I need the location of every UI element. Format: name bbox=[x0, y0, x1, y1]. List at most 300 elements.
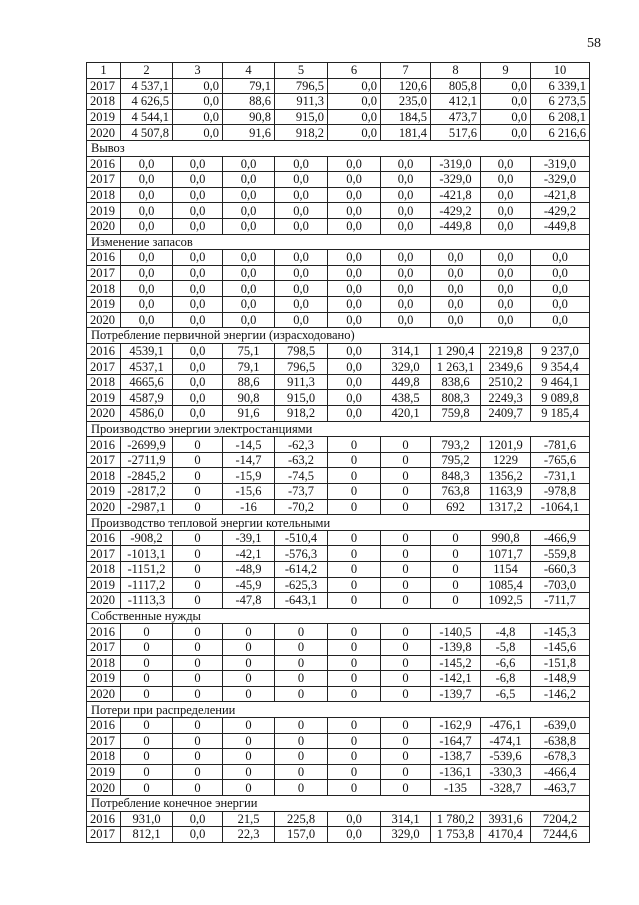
value-cell: 0,0 bbox=[275, 281, 328, 297]
value-cell: 0 bbox=[328, 530, 381, 546]
value-cell: 0,0 bbox=[431, 296, 481, 312]
value-cell: 0,0 bbox=[481, 172, 531, 188]
value-cell: 0,0 bbox=[173, 265, 223, 281]
year-cell: 2019 bbox=[87, 296, 121, 312]
table-row bbox=[87, 562, 590, 578]
value-cell: 0,0 bbox=[223, 218, 275, 234]
value-cell: 0,0 bbox=[381, 187, 431, 203]
year-cell: 2016 bbox=[87, 437, 121, 453]
value-cell: 0,0 bbox=[173, 281, 223, 297]
value-cell: 6 208,1 bbox=[531, 109, 590, 125]
value-cell: 0 bbox=[381, 452, 431, 468]
value-cell: 0 bbox=[328, 764, 381, 780]
year-cell: 2017 bbox=[87, 452, 121, 468]
value-cell: 225,8 bbox=[275, 811, 328, 827]
section-row bbox=[87, 234, 590, 250]
value-cell: 1201,9 bbox=[481, 437, 531, 453]
value-cell: 0,0 bbox=[173, 374, 223, 390]
value-cell: 0,0 bbox=[121, 250, 173, 266]
section-title: Собственные нужды bbox=[87, 608, 590, 624]
value-cell: 0,0 bbox=[531, 312, 590, 328]
value-cell: 0 bbox=[275, 717, 328, 733]
value-cell: 0,0 bbox=[381, 156, 431, 172]
section-title: Потребление первичной энергии (израсходовано) bbox=[87, 328, 590, 344]
value-cell: 0,0 bbox=[328, 78, 381, 94]
value-cell: 915,0 bbox=[275, 109, 328, 125]
value-cell: 0,0 bbox=[275, 265, 328, 281]
value-cell: 0 bbox=[223, 655, 275, 671]
value-cell: -136,1 bbox=[431, 764, 481, 780]
value-cell: -16 bbox=[223, 499, 275, 515]
value-cell: 990,8 bbox=[481, 530, 531, 546]
value-cell: 0,0 bbox=[223, 172, 275, 188]
value-cell: 449,8 bbox=[381, 374, 431, 390]
value-cell: 9 089,8 bbox=[531, 390, 590, 406]
value-cell: 838,6 bbox=[431, 374, 481, 390]
year-cell: 2017 bbox=[87, 546, 121, 562]
value-cell: -15,9 bbox=[223, 468, 275, 484]
value-cell: -139,7 bbox=[431, 686, 481, 702]
value-cell: 0 bbox=[173, 546, 223, 562]
table-row bbox=[87, 343, 590, 359]
value-cell: 0 bbox=[173, 733, 223, 749]
value-cell: -703,0 bbox=[531, 577, 590, 593]
value-cell: 0 bbox=[328, 780, 381, 796]
value-cell: 3931,6 bbox=[481, 811, 531, 827]
year-cell: 2019 bbox=[87, 671, 121, 687]
value-cell: 21,5 bbox=[223, 811, 275, 827]
value-cell: -474,1 bbox=[481, 733, 531, 749]
year-cell: 2016 bbox=[87, 717, 121, 733]
value-cell: 0 bbox=[121, 733, 173, 749]
value-cell: 0,0 bbox=[223, 265, 275, 281]
value-cell: 1071,7 bbox=[481, 546, 531, 562]
value-cell: 0 bbox=[381, 639, 431, 655]
value-cell: 0 bbox=[223, 624, 275, 640]
value-cell: 0 bbox=[173, 780, 223, 796]
header-cell: 8 bbox=[431, 63, 481, 79]
year-cell: 2019 bbox=[87, 577, 121, 593]
value-cell: 0,0 bbox=[381, 296, 431, 312]
value-cell: 6 273,5 bbox=[531, 94, 590, 110]
header-cell: 1 bbox=[87, 63, 121, 79]
value-cell: 0 bbox=[223, 749, 275, 765]
value-cell: -643,1 bbox=[275, 593, 328, 609]
value-cell: 0 bbox=[173, 686, 223, 702]
section-title: Изменение запасов bbox=[87, 234, 590, 250]
year-cell: 2018 bbox=[87, 655, 121, 671]
value-cell: 0 bbox=[328, 733, 381, 749]
value-cell: 0,0 bbox=[481, 203, 531, 219]
value-cell: 0 bbox=[431, 593, 481, 609]
value-cell: 420,1 bbox=[381, 406, 431, 422]
value-cell: 0,0 bbox=[381, 281, 431, 297]
value-cell: -145,3 bbox=[531, 624, 590, 640]
value-cell: 0,0 bbox=[173, 406, 223, 422]
value-cell: 0,0 bbox=[328, 296, 381, 312]
year-cell: 2019 bbox=[87, 203, 121, 219]
value-cell: 0,0 bbox=[481, 250, 531, 266]
value-cell: 0 bbox=[275, 686, 328, 702]
value-cell: -449,8 bbox=[531, 218, 590, 234]
value-cell: -476,1 bbox=[481, 717, 531, 733]
value-cell: 4665,6 bbox=[121, 374, 173, 390]
value-cell: -73,7 bbox=[275, 484, 328, 500]
value-cell: 0,0 bbox=[275, 172, 328, 188]
energy-balance-table-wrapper bbox=[86, 62, 589, 843]
table-row bbox=[87, 218, 590, 234]
value-cell: 0 bbox=[223, 780, 275, 796]
value-cell: 0 bbox=[328, 562, 381, 578]
year-cell: 2020 bbox=[87, 218, 121, 234]
value-cell: 0 bbox=[431, 577, 481, 593]
value-cell: -2845,2 bbox=[121, 468, 173, 484]
value-cell: 0,0 bbox=[328, 374, 381, 390]
value-cell: 0 bbox=[381, 546, 431, 562]
value-cell: 918,2 bbox=[275, 406, 328, 422]
value-cell: 0 bbox=[173, 452, 223, 468]
value-cell: 0,0 bbox=[431, 265, 481, 281]
value-cell: 0,0 bbox=[173, 250, 223, 266]
value-cell: 0 bbox=[223, 717, 275, 733]
value-cell: 0 bbox=[431, 546, 481, 562]
page-number: 58 bbox=[587, 36, 601, 51]
value-cell: 0 bbox=[328, 655, 381, 671]
value-cell: 0 bbox=[381, 733, 431, 749]
section-title: Потери при распределении bbox=[87, 702, 590, 718]
value-cell: 0 bbox=[173, 437, 223, 453]
table-row bbox=[87, 639, 590, 655]
table-row bbox=[87, 468, 590, 484]
value-cell: -319,0 bbox=[531, 156, 590, 172]
table-row bbox=[87, 624, 590, 640]
value-cell: 0 bbox=[173, 764, 223, 780]
value-cell: 1154 bbox=[481, 562, 531, 578]
value-cell: 0,0 bbox=[481, 78, 531, 94]
value-cell: 0 bbox=[381, 577, 431, 593]
table-row bbox=[87, 296, 590, 312]
value-cell: 0,0 bbox=[173, 811, 223, 827]
table-row bbox=[87, 187, 590, 203]
value-cell: -576,3 bbox=[275, 546, 328, 562]
year-cell: 2018 bbox=[87, 562, 121, 578]
year-cell: 2020 bbox=[87, 593, 121, 609]
value-cell: 1229 bbox=[481, 452, 531, 468]
value-cell: -660,3 bbox=[531, 562, 590, 578]
value-cell: -6,6 bbox=[481, 655, 531, 671]
value-cell: 0,0 bbox=[223, 296, 275, 312]
table-row bbox=[87, 406, 590, 422]
table-row bbox=[87, 499, 590, 515]
value-cell: 0 bbox=[173, 562, 223, 578]
value-cell: 0 bbox=[381, 562, 431, 578]
year-cell: 2016 bbox=[87, 530, 121, 546]
year-cell: 2017 bbox=[87, 733, 121, 749]
value-cell: -146,2 bbox=[531, 686, 590, 702]
value-cell: 7244,6 bbox=[531, 827, 590, 843]
value-cell: 0 bbox=[173, 655, 223, 671]
value-cell: -625,3 bbox=[275, 577, 328, 593]
value-cell: 0,0 bbox=[173, 156, 223, 172]
value-cell: 0,0 bbox=[121, 203, 173, 219]
value-cell: 0 bbox=[223, 764, 275, 780]
section-row bbox=[87, 608, 590, 624]
value-cell: -62,3 bbox=[275, 437, 328, 453]
header-cell: 4 bbox=[223, 63, 275, 79]
value-cell: 848,3 bbox=[431, 468, 481, 484]
value-cell: 0 bbox=[381, 624, 431, 640]
value-cell: 692 bbox=[431, 499, 481, 515]
value-cell: 91,6 bbox=[223, 125, 275, 141]
value-cell: 0 bbox=[121, 655, 173, 671]
table-row bbox=[87, 250, 590, 266]
value-cell: 0 bbox=[328, 437, 381, 453]
value-cell: -4,8 bbox=[481, 624, 531, 640]
value-cell: 0,0 bbox=[381, 203, 431, 219]
value-cell: 6 339,1 bbox=[531, 78, 590, 94]
header-cell: 6 bbox=[328, 63, 381, 79]
value-cell: 0,0 bbox=[121, 187, 173, 203]
value-cell: -638,8 bbox=[531, 733, 590, 749]
value-cell: 0,0 bbox=[275, 156, 328, 172]
value-cell: 0,0 bbox=[223, 156, 275, 172]
value-cell: 0,0 bbox=[328, 203, 381, 219]
value-cell: 4 507,8 bbox=[121, 125, 173, 141]
value-cell: 0,0 bbox=[328, 109, 381, 125]
value-cell: -142,1 bbox=[431, 671, 481, 687]
value-cell: 0 bbox=[275, 655, 328, 671]
value-cell: -449,8 bbox=[431, 218, 481, 234]
table-row bbox=[87, 437, 590, 453]
section-row bbox=[87, 421, 590, 437]
value-cell: -6,5 bbox=[481, 686, 531, 702]
value-cell: 0,0 bbox=[328, 343, 381, 359]
value-cell: -140,5 bbox=[431, 624, 481, 640]
value-cell: 0,0 bbox=[328, 218, 381, 234]
year-cell: 2016 bbox=[87, 624, 121, 640]
value-cell: 4586,0 bbox=[121, 406, 173, 422]
value-cell: 0,0 bbox=[173, 94, 223, 110]
value-cell: 0 bbox=[328, 468, 381, 484]
value-cell: 22,3 bbox=[223, 827, 275, 843]
value-cell: 795,2 bbox=[431, 452, 481, 468]
value-cell: 75,1 bbox=[223, 343, 275, 359]
value-cell: 0,0 bbox=[328, 811, 381, 827]
header-cell: 9 bbox=[481, 63, 531, 79]
value-cell: 0,0 bbox=[223, 250, 275, 266]
table-row bbox=[87, 733, 590, 749]
value-cell: 918,2 bbox=[275, 125, 328, 141]
value-cell: 0,0 bbox=[328, 187, 381, 203]
value-cell: 0 bbox=[381, 749, 431, 765]
value-cell: 808,3 bbox=[431, 390, 481, 406]
value-cell: 91,6 bbox=[223, 406, 275, 422]
value-cell: -1013,1 bbox=[121, 546, 173, 562]
value-cell: 0 bbox=[275, 624, 328, 640]
value-cell: -614,2 bbox=[275, 562, 328, 578]
value-cell: 0 bbox=[381, 437, 431, 453]
value-cell: -2711,9 bbox=[121, 452, 173, 468]
value-cell: 0 bbox=[328, 624, 381, 640]
value-cell: 0,0 bbox=[381, 250, 431, 266]
value-cell: 0,0 bbox=[173, 218, 223, 234]
value-cell: 0 bbox=[173, 639, 223, 655]
table-row bbox=[87, 546, 590, 562]
value-cell: 0 bbox=[381, 530, 431, 546]
value-cell: 0,0 bbox=[223, 187, 275, 203]
value-cell: -329,0 bbox=[531, 172, 590, 188]
value-cell: 0 bbox=[328, 639, 381, 655]
table-row bbox=[87, 780, 590, 796]
header-cell: 5 bbox=[275, 63, 328, 79]
value-cell: -135 bbox=[431, 780, 481, 796]
value-cell: -466,4 bbox=[531, 764, 590, 780]
value-cell: 0,0 bbox=[173, 172, 223, 188]
table-row bbox=[87, 764, 590, 780]
value-cell: -5,8 bbox=[481, 639, 531, 655]
value-cell: 1092,5 bbox=[481, 593, 531, 609]
value-cell: -45,9 bbox=[223, 577, 275, 593]
value-cell: 9 185,4 bbox=[531, 406, 590, 422]
value-cell: 796,5 bbox=[275, 359, 328, 375]
value-cell: -329,0 bbox=[431, 172, 481, 188]
year-cell: 2020 bbox=[87, 780, 121, 796]
value-cell: 329,0 bbox=[381, 827, 431, 843]
year-cell: 2018 bbox=[87, 749, 121, 765]
section-row bbox=[87, 515, 590, 531]
section-row bbox=[87, 140, 590, 156]
value-cell: 9 354,4 bbox=[531, 359, 590, 375]
table-row bbox=[87, 827, 590, 843]
table-row bbox=[87, 265, 590, 281]
value-cell: 0,0 bbox=[481, 109, 531, 125]
value-cell: 0 bbox=[173, 484, 223, 500]
value-cell: -1117,2 bbox=[121, 577, 173, 593]
value-cell: 0,0 bbox=[431, 281, 481, 297]
value-cell: 0,0 bbox=[275, 312, 328, 328]
table-row bbox=[87, 78, 590, 94]
energy-balance-table bbox=[86, 62, 590, 843]
value-cell: 0 bbox=[328, 452, 381, 468]
section-row bbox=[87, 795, 590, 811]
value-cell: 0,0 bbox=[328, 827, 381, 843]
value-cell: 6 216,6 bbox=[531, 125, 590, 141]
value-cell: 0,0 bbox=[173, 312, 223, 328]
table-row bbox=[87, 671, 590, 687]
value-cell: 0 bbox=[381, 593, 431, 609]
value-cell: 0 bbox=[381, 655, 431, 671]
value-cell: 0,0 bbox=[328, 172, 381, 188]
value-cell: 0 bbox=[381, 468, 431, 484]
value-cell: -678,3 bbox=[531, 749, 590, 765]
year-cell: 2020 bbox=[87, 125, 121, 141]
value-cell: 0 bbox=[223, 639, 275, 655]
value-cell: 0 bbox=[173, 624, 223, 640]
value-cell: 4 626,5 bbox=[121, 94, 173, 110]
value-cell: -781,6 bbox=[531, 437, 590, 453]
year-cell: 2017 bbox=[87, 639, 121, 655]
value-cell: 763,8 bbox=[431, 484, 481, 500]
value-cell: 911,3 bbox=[275, 94, 328, 110]
value-cell: 0 bbox=[173, 577, 223, 593]
value-cell: 0,0 bbox=[381, 312, 431, 328]
value-cell: 0,0 bbox=[481, 312, 531, 328]
value-cell: 0,0 bbox=[173, 390, 223, 406]
value-cell: 2409,7 bbox=[481, 406, 531, 422]
value-cell: 0 bbox=[121, 671, 173, 687]
value-cell: 0,0 bbox=[121, 281, 173, 297]
value-cell: -711,7 bbox=[531, 593, 590, 609]
section-title: Производство энергии электростанциями bbox=[87, 421, 590, 437]
value-cell: 473,7 bbox=[431, 109, 481, 125]
table-row bbox=[87, 530, 590, 546]
table-row bbox=[87, 749, 590, 765]
value-cell: 0,0 bbox=[121, 156, 173, 172]
table-row bbox=[87, 203, 590, 219]
year-cell: 2017 bbox=[87, 827, 121, 843]
value-cell: 0 bbox=[173, 749, 223, 765]
value-cell: 4 537,1 bbox=[121, 78, 173, 94]
value-cell: 314,1 bbox=[381, 343, 431, 359]
table-row bbox=[87, 312, 590, 328]
value-cell: 0 bbox=[381, 686, 431, 702]
value-cell: 4539,1 bbox=[121, 343, 173, 359]
value-cell: -15,6 bbox=[223, 484, 275, 500]
value-cell: 7204,2 bbox=[531, 811, 590, 827]
value-cell: 0 bbox=[275, 780, 328, 796]
value-cell: 0 bbox=[328, 717, 381, 733]
value-cell: 0 bbox=[121, 749, 173, 765]
value-cell: -14,5 bbox=[223, 437, 275, 453]
value-cell: 0,0 bbox=[275, 250, 328, 266]
value-cell: 0,0 bbox=[481, 125, 531, 141]
table-row bbox=[87, 125, 590, 141]
value-cell: -151,8 bbox=[531, 655, 590, 671]
value-cell: 2219,8 bbox=[481, 343, 531, 359]
value-cell: 805,8 bbox=[431, 78, 481, 94]
value-cell: -1151,2 bbox=[121, 562, 173, 578]
table-row bbox=[87, 156, 590, 172]
value-cell: -978,8 bbox=[531, 484, 590, 500]
value-cell: 1163,9 bbox=[481, 484, 531, 500]
value-cell: 0,0 bbox=[328, 265, 381, 281]
value-cell: 120,6 bbox=[381, 78, 431, 94]
value-cell: 0,0 bbox=[328, 312, 381, 328]
value-cell: 235,0 bbox=[381, 94, 431, 110]
value-cell: 2249,3 bbox=[481, 390, 531, 406]
table-row bbox=[87, 172, 590, 188]
value-cell: -42,1 bbox=[223, 546, 275, 562]
value-cell: 2510,2 bbox=[481, 374, 531, 390]
value-cell: 796,5 bbox=[275, 78, 328, 94]
value-cell: 0,0 bbox=[431, 312, 481, 328]
value-cell: 793,2 bbox=[431, 437, 481, 453]
value-cell: -138,7 bbox=[431, 749, 481, 765]
year-cell: 2020 bbox=[87, 406, 121, 422]
value-cell: 0 bbox=[121, 764, 173, 780]
value-cell: 911,3 bbox=[275, 374, 328, 390]
value-cell: 0 bbox=[121, 624, 173, 640]
value-cell: 0 bbox=[121, 639, 173, 655]
value-cell: 0,0 bbox=[275, 218, 328, 234]
value-cell: 812,1 bbox=[121, 827, 173, 843]
value-cell: 0,0 bbox=[223, 203, 275, 219]
value-cell: 0 bbox=[121, 686, 173, 702]
table-row bbox=[87, 452, 590, 468]
value-cell: 4537,1 bbox=[121, 359, 173, 375]
value-cell: 4170,4 bbox=[481, 827, 531, 843]
value-cell: 0,0 bbox=[173, 296, 223, 312]
